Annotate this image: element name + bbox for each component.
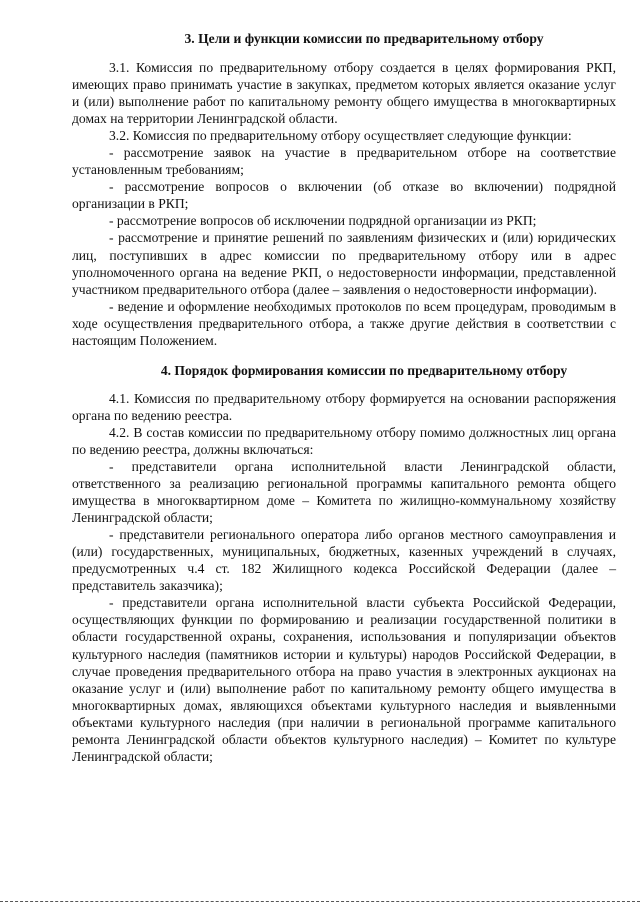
paragraph-3-2: 3.2. Комиссия по предварительному отбору осуществляет следующие функции: (109, 128, 572, 144)
paragraph-3-1: 3.1. Комиссия по предварительному отбору создается в целях формирования РКП, имеющих право принимать участие в закупках, предметом которых является оказание услуг и (или) выполнение работ по капитальному ремонту общего имущества в многоквартирных домах на территории Ленинградской области. (72, 60, 616, 127)
paragraph-4-2: 4.2. В состав комиссии по предварительному отбору помимо должностных лиц органа по ведению реестра, должны включаться: (72, 424, 616, 457)
section-3-title: 3. Цели и функции комиссии по предварительному отбору (184, 31, 544, 46)
list-item-3-2-1: - рассмотрение заявок на участие в предварительном отборе на соответствие установленным требованиям; (72, 145, 616, 178)
list-item-4-2-1: - представители органа исполнительной власти Ленинградской области, ответственного за реализацию региональной программы капитального ремонта общего имущества в многоквартирном доме – Комитета по жилищно-коммунальному хозяйству Ленинградской области; (72, 458, 616, 526)
section-4-title: 4. Порядок формирования комиссии по предварительному отбору (160, 362, 568, 378)
list-item-3-2-4: - рассмотрение и принятие решений по заявлениям физических и (или) юридических лиц, поступивших в адрес комиссии по предварительному отбору или в адрес уполномоченного органа на ведение РКП, о недостоверности информации, представленной участником предварительного отбора (далее – заявления о недостоверности информации). (72, 230, 616, 297)
list-item-3-2-2: - рассмотрение вопросов о включении (об отказе во включении) подрядной организации в РКП; (72, 179, 616, 212)
paragraph-4-1: 4.1. Комиссия по предварительному отбору формируется на основании распоряжения органа по ведению реестра. (72, 390, 616, 423)
list-item-3-2-5: - ведение и оформление необходимых протоколов по всем процедурам, проводимым в ходе осуществления предварительного отбора, а также другие действия в соответствии с настоящим Положением. (72, 298, 616, 348)
list-item-4-2-3: - представители органа исполнительной власти субъекта Российской Федерации, осуществляющих функции по формированию и реализации государственной политики в области государственной охраны, сохранения, использования и популяризации объектов культурного наследия (памятников истории и культуры) народов Российской Федерации, в случае проведения предварительного отбора на право участия в электронных аукционах на оказание услуг и (или) выполнение работ по капитальному ремонту общего имущества в многоквартирных домах, являющихся объектами культурного наследия и выявленными объектами культурного наследия (при наличии в региональной программе капитального ремонта Ленинградской области объектов культурного наследия) – Комитет по культуре Ленинградской области; (72, 595, 616, 764)
list-item-4-2-2: - представители регионального оператора либо органов местного самоуправления и (или) государственных, муниципальных, бюджетных, казенных учреждений в случаях, предусмотренных ч.4 ст. 182 Жилищного кодекса Российской Федерации (далее – представитель заказчика); (72, 527, 616, 594)
list-item-3-2-3: - рассмотрение вопросов об исключении подрядной организации из РКП; (109, 213, 537, 229)
page-bottom-divider (0, 901, 640, 902)
